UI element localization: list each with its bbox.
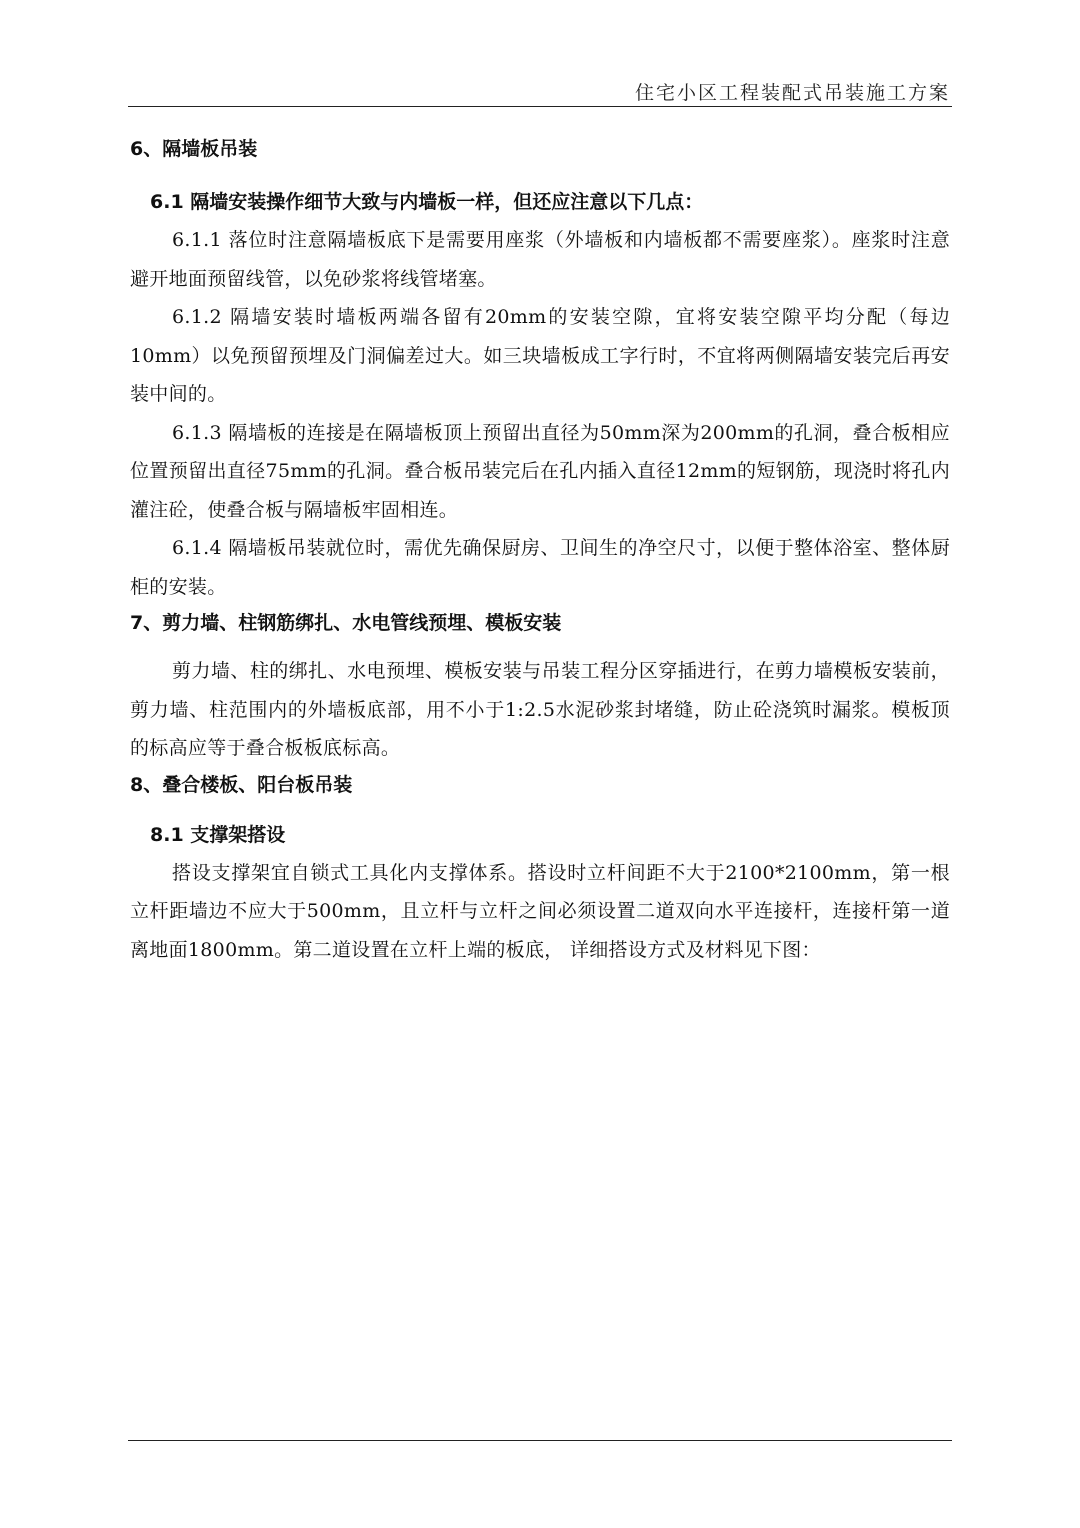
section-6-heading: 6、隔墙板吊装: [130, 138, 258, 160]
footer-rule: [128, 1440, 952, 1441]
subsection-6-1-heading: 6.1 隔墙安装操作细节大致与内墙板一样，但还应注意以下几点：: [150, 191, 704, 213]
running-header: 住宅小区工程装配式吊装施工方案: [634, 82, 950, 104]
paragraph-8-1: 搭设支撑架宜自锁式工具化内支撑体系。搭设时立杆间距不大于2100*2100mm，第一根立杆距墙边不应大于500mm，且立杆与立杆之间必须设置二道双向水平连接杆，连接杆第一道离地面1800mm。第二道设置在立杆上端的板底， 详细搭设方式及材料见下图：: [130, 861, 950, 961]
subsection-8-1-heading: 8.1 支撑架搭设: [150, 823, 286, 846]
section-7-heading: 7、剪力墙、柱钢筋绑扎、水电管线预埋、模板安装: [130, 612, 562, 634]
paragraph-7: 剪力墙、柱的绑扎、水电预埋、模板安装与吊装工程分区穿插进行，在剪力墙模板安装前，剪力墙、柱范围内的外墙板底部，用不小于1:2.5水泥砂浆封堵缝，防止砼浇筑时漏浆。模板顶的标高应等于叠合板板底标高。: [130, 660, 950, 759]
paragraph-6-1-4: 6.1.4 隔墙板吊装就位时，需优先确保厨房、卫间生的净空尺寸，以便于整体浴室、整体厨柜的安装。: [130, 537, 950, 598]
document-body: [130, 132, 950, 969]
header-rule: [128, 106, 952, 107]
section-8-heading: 8、叠合楼板、阳台板吊装: [130, 773, 353, 796]
paragraph-6-1-1: 6.1.1 落位时注意隔墙板底下是需要用座浆（外墙板和内墙板都不需要座浆）。座浆时注意避开地面预留线管，以免砂浆将线管堵塞。: [130, 229, 950, 290]
paragraph-6-1-2: 6.1.2 隔墙安装时墙板两端各留有20mm的安装空隙，宜将安装空隙平均分配（每边10mm）以免预留预埋及门洞偏差过大。如三块墙板成工字行时，不宜将两侧隔墙安装完后再安装中间的。: [130, 306, 950, 405]
paragraph-6-1-3: 6.1.3 隔墙板的连接是在隔墙板顶上预留出直径为50mm深为200mm的孔洞，叠合板相应位置预留出直径75mm的孔洞。叠合板吊装完后在孔内插入直径12mm的短钢筋，现浇时将孔内灌注砼，使叠合板与隔墙板牢固相连。: [130, 421, 950, 521]
